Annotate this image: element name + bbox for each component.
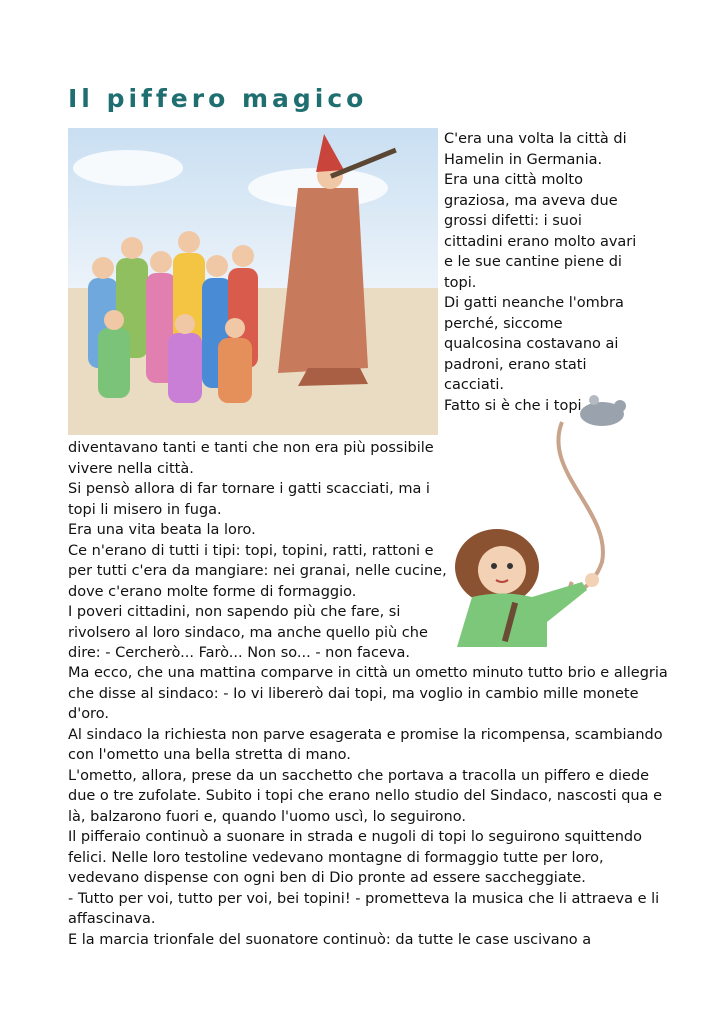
girl-with-mouse-kite-illustration xyxy=(452,392,642,647)
paragraph: Era una città molto graziosa, ma aveva due grossi difetti: i suoi cittadini erano molto avari e le sue cantine piene di topi. xyxy=(444,172,637,291)
page-title: Il piffero magico xyxy=(68,84,368,113)
text-column-right xyxy=(444,129,644,416)
paragraph: Di gatti neanche l'ombra perché, siccome qualcosina costavano ai padroni, erano stati cacciati. xyxy=(444,295,624,393)
paragraph: - Tutto per voi, tutto per voi, bei topini! - prometteva la musica che li attraeva e li affascinava. xyxy=(68,890,660,927)
text-column-left xyxy=(68,438,448,664)
paragraph: L'ometto, allora, prese da un sacchetto che portava a tracolla un piffero e diede due o tre zufolate. Subito i topi che erano nello studio del Sindaco, nascosti qua e là, balzarono fuori e, quando l'uomo uscì, lo seguirono. xyxy=(68,767,663,825)
paragraph: E la marcia trionfale del suonatore continuò: da tutte le case uscivano a xyxy=(68,931,592,948)
paragraph: diventavano tanti e tanti che non era più possibile vivere nella città. xyxy=(68,440,434,477)
piper-with-children-illustration xyxy=(68,128,438,435)
paragraph: Fatto si è che i topi xyxy=(444,397,582,414)
paragraph: Al sindaco la richiesta non parve esagerata e promise la ricompensa, scambiando con l'ometto una bella stretta di mano. xyxy=(68,726,663,763)
paragraph: Il pifferaio continuò a suonare in strada e nugoli di topi lo seguirono squittendo felici. Nelle loro testoline vedevano montagne di formaggio tutte per loro, vedevano dispense con ogni ben di Dio pronte ad essere saccheggiate. xyxy=(68,829,643,886)
paragraph: C'era una volta la città di Hamelin in Germania. xyxy=(444,131,627,168)
text-body-full-width xyxy=(68,663,668,950)
paragraph: Ma ecco, che una mattina comparve in città un ometto minuto tutto brio e allegria che disse al sindaco: - Io vi libererò dai topi, ma voglio in cambio mille monete d'oro. xyxy=(68,665,668,722)
paragraph: Si pensò allora di far tornare i gatti scacciati, ma i topi li misero in fuga. xyxy=(68,481,430,518)
paragraph: I poveri cittadini, non sapendo più che fare, si rivolsero al loro sindaco, ma anche quello più che dire: - Cercherò... Farò... Non so... - non faceva. xyxy=(68,604,428,661)
paragraph: Era una vita beata la loro. xyxy=(68,522,256,538)
paragraph: Ce n'erano di tutti i tipi: topi, topini, ratti, rattoni e per tutti c'era da mangiare: nei granai, nelle cucine, dove c'erano molte forme di formaggio. xyxy=(68,542,447,600)
